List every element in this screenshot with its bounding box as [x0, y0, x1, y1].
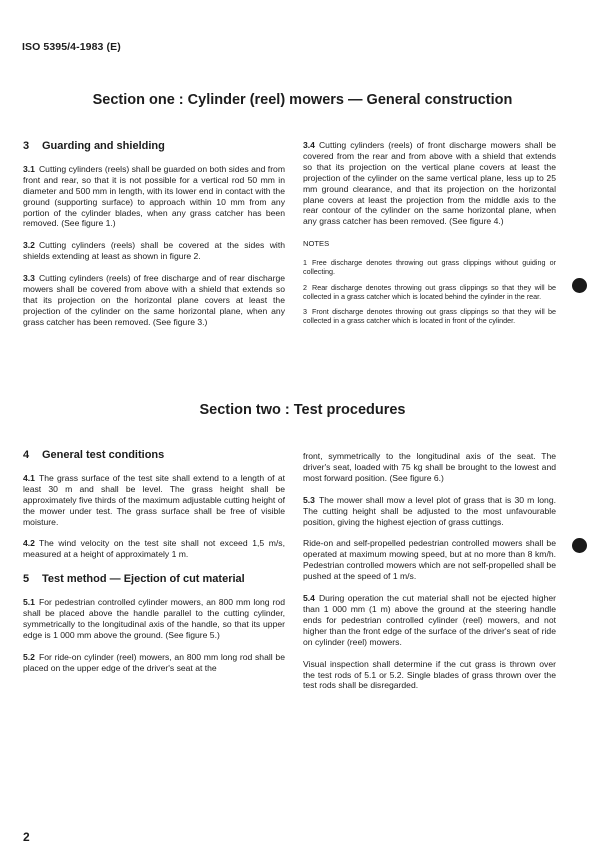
paragraph-5-1	[23, 597, 285, 641]
paragraph-5-4-text: During operation the cut material shall not be ejected higher than 1 000 mm (1 m) above the ground at the steering handle ends for pedestrian controlled cylinder (reel) mowers, and not higher than the front edge of the surface of the driver's seat of ride on cylinder (reel) mowers.	[303, 593, 556, 647]
clause-3-title: Guarding and shielding	[42, 140, 165, 152]
section-one-right-column	[303, 140, 556, 331]
note-1-number: 1	[303, 258, 307, 268]
clause-4-number: 4	[23, 449, 30, 461]
paragraph-3-3-text: Cutting cylinders (reels) of free discharge and of rear discharge mowers shall be covered from above with a shield that extends so that its projection on the horizontal plane covers at least the projection of the cylinder on the same horizontal plane, when any grass catcher has been removed. (See figure 3.)	[23, 273, 285, 327]
section-one-title: Section one : Cylinder (reel) mowers — General construction	[92, 92, 513, 108]
paragraph-5-4-number: 5.4	[303, 593, 315, 604]
paragraph-5-1-number: 5.1	[23, 597, 35, 608]
paragraph-5-4	[303, 593, 556, 648]
paragraph-3-4-text: Cutting cylinders (reels) of front discharge mowers shall be covered from the rear and from above with a shield that extends so that its projection on the vertical plane covers at least the projection of the cylinder on the same vertical plane, less up to 25 mm ground clearance, and that its projection on the horizontal plane covers at least the projection from the middle axis to the rear contour of the cylinder on the same horizontal plane, when any grass catcher has been removed. (See figure 4.)	[303, 140, 556, 227]
paragraph-5-4-inspection: Visual inspection shall determine if the cut grass is thrown over the test rods of 5.1 or 5.2. Single blades of grass thrown over the test rods shall be disregarded.	[303, 658, 556, 691]
paragraph-4-1	[23, 473, 285, 528]
paragraph-3-4	[303, 140, 556, 227]
note-1	[303, 258, 556, 276]
binder-punch-hole-icon	[572, 538, 587, 553]
paragraph-5-3	[303, 495, 556, 528]
paragraph-5-2	[23, 652, 285, 674]
paragraph-3-1-number: 3.1	[23, 163, 35, 174]
clause-4-heading	[23, 450, 285, 461]
paragraph-5-2-number: 5.2	[23, 651, 35, 662]
clause-5-title: Test method — Ejection of cut material	[42, 573, 245, 586]
section-two-left-column	[23, 450, 285, 685]
note-2	[303, 283, 556, 301]
clause-4-title: General test conditions	[42, 449, 165, 461]
paragraph-5-3-text: The mower shall mow a level plot of grass that is 30 m long. The cutting height shall be adjusted to the most unfavourable position, giving the highest ejection of grass cuttings.	[303, 494, 556, 527]
notes-title: NOTES	[303, 239, 330, 249]
paragraph-5-3-speed: Ride-on and self-propelled pedestrian controlled mowers shall be operated at maximum mowing speed, but at no more than 8 km/h. Pedestrian controlled mowers which are not self-propelled shall be pushed at the speed of 1 m/s.	[303, 538, 556, 582]
document-header: ISO 5395/4-1983 (E)	[22, 41, 121, 53]
paragraph-4-2	[23, 538, 285, 560]
clause-3-heading	[23, 141, 285, 152]
paragraph-3-3-number: 3.3	[23, 273, 35, 284]
note-3-text: Front discharge denotes throwing out grass clippings so that they will be collected in a grass catcher which is located in front of the cylinder.	[303, 306, 556, 326]
section-two-right-column	[303, 451, 556, 702]
paragraph-5-2-text: For ride-on cylinder (reel) mowers, an 800 mm long rod shall be placed on the upper edge of the driver's seat at the	[23, 651, 285, 673]
clause-3-number: 3	[23, 140, 30, 152]
paragraph-3-2-number: 3.2	[23, 240, 35, 251]
page-number: 2	[23, 830, 30, 844]
paragraph-4-2-number: 4.2	[23, 538, 35, 549]
paragraph-3-1-text: Cutting cylinders (reels) shall be guarded on both sides and from front and rear, so that it is not possible for a vertical rod 50 mm in diameter and 500 mm in length, with its lower end in contact with the ground (supporting surface) to approach within 10 mm from any portion of the cylinder blades, when any grass catcher has been removed. (See figure 1.)	[23, 163, 285, 229]
paragraph-5-2-continued: front, symmetrically to the longitudinal axis of the seat. The driver's seat, loaded with 75 kg shall be brought to the lowest and most forward position. (See figure 6.)	[303, 451, 556, 483]
paragraph-3-3	[23, 273, 285, 328]
paragraph-3-2	[23, 240, 285, 262]
clause-5-heading	[23, 574, 285, 585]
paragraph-3-1	[23, 164, 285, 229]
paragraph-4-1-text: The grass surface of the test site shall extend to a length of at least 30 m and shall be level. The grass height shall be approximately five thirds of the maximum adjustable cutting height of the mower under test. The grass surface shall be free of visible moisture.	[23, 472, 285, 527]
paragraph-5-3-number: 5.3	[303, 494, 315, 505]
note-2-text: Rear discharge denotes throwing out grass clippings so that they will be collected in a grass catcher which is located behind the cylinder in the rear.	[303, 282, 556, 301]
note-3	[303, 307, 556, 325]
paragraph-5-1-text: For pedestrian controlled cylinder mowers, an 800 mm long rod shall be placed above the handle parallel to the cutting cylinder, symmetrically to the longitudinal axis of the handle, so that its upper edge is 1 000 mm above the ground. (See figure 5.)	[23, 597, 285, 640]
section-one-left-column	[23, 141, 285, 339]
note-1-text: Free discharge denotes throwing out grass clippings without guiding or collecting.	[303, 258, 556, 277]
note-2-number: 2	[303, 282, 307, 292]
binder-punch-hole-icon	[572, 278, 587, 293]
paragraph-3-4-number: 3.4	[303, 140, 315, 150]
section-two-title: Section two : Test procedures	[199, 402, 406, 418]
clause-5-number: 5	[23, 573, 30, 586]
paragraph-4-2-text: The wind velocity on the test site shall not exceed 1,5 m/s, measured at a height of approximately 1 m.	[23, 538, 285, 560]
note-3-number: 3	[303, 306, 307, 316]
paragraph-4-1-number: 4.1	[23, 472, 35, 483]
paragraph-3-2-text: Cutting cylinders (reels) shall be covered at the sides with shields extending at least as shown in figure 2.	[23, 240, 285, 262]
